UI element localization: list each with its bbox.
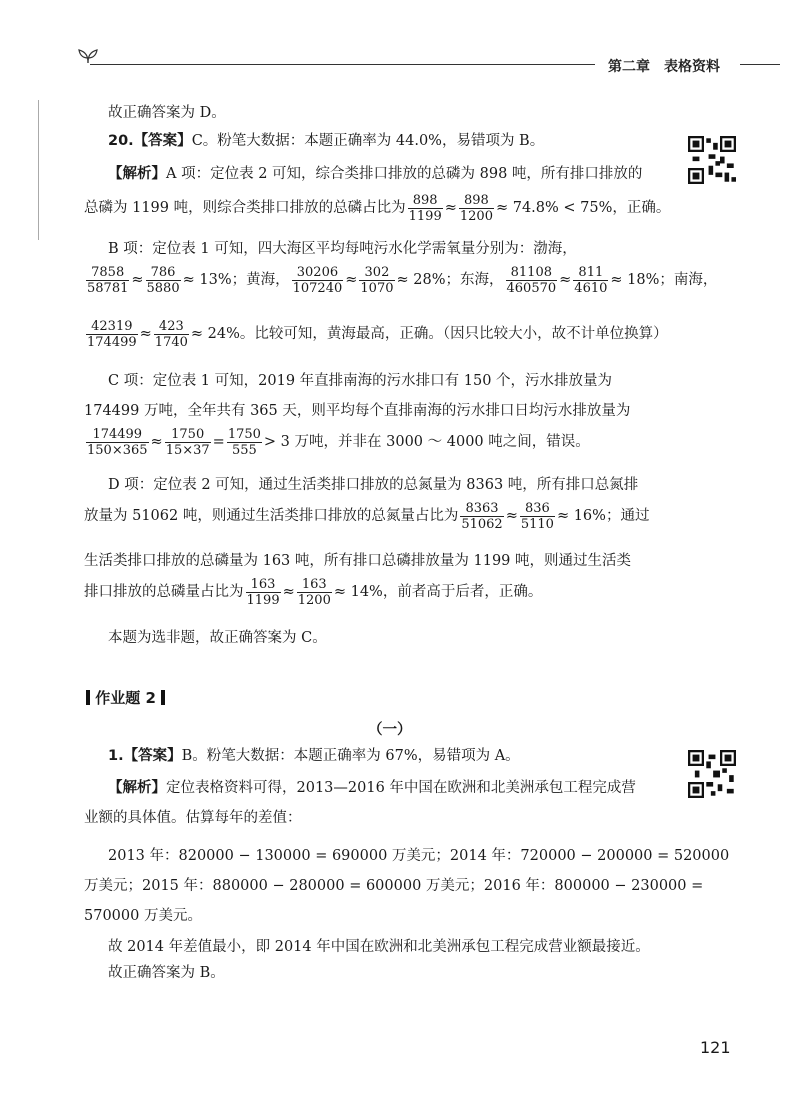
- denominator: 555: [231, 442, 257, 458]
- denominator: 5110: [520, 516, 554, 532]
- numerator: 1750: [227, 426, 261, 442]
- fraction: [459, 193, 494, 224]
- numerator: 811: [573, 265, 608, 281]
- qr-code-icon: [688, 136, 736, 184]
- fraction: [146, 265, 181, 296]
- text-span: ≈ 13%；黄海，: [182, 272, 290, 288]
- section-title: （一）: [368, 722, 412, 738]
- fraction: [520, 501, 555, 532]
- text-line: [84, 576, 542, 608]
- denominator: 1200: [459, 208, 493, 224]
- leaf-icon: [76, 46, 100, 64]
- analysis-label: 【解析】: [108, 780, 166, 796]
- homework-heading: [86, 688, 165, 708]
- text-line: [84, 426, 590, 458]
- answer-line-20: [108, 131, 544, 151]
- fraction: [359, 265, 394, 296]
- text-span: ≈ 28%；东海，: [396, 272, 504, 288]
- numerator: 163: [246, 577, 281, 593]
- text-span: 总磷为 1199 吨，则综合类排口排放的总磷占比为: [84, 200, 406, 216]
- denominator: 1740: [154, 334, 188, 350]
- fraction: [154, 319, 189, 350]
- header-rule: [90, 64, 595, 65]
- text-line: 2013 年：820000 − 130000 = 690000 万美元；2014 年：720000 − 200000 = 520000: [108, 848, 730, 864]
- text-line: 故正确答案为 B。: [108, 965, 225, 981]
- answer-label: 1.【答案】: [108, 748, 182, 764]
- numerator: 302: [359, 265, 394, 281]
- answer-text: B。粉笔大数据：本题正确率为 67%，易错项为 A。: [181, 748, 520, 764]
- text-line: 故 2014 年差值最小，即 2014 年中国在欧洲和北美洲承包工程完成营业额最接近。: [108, 939, 650, 955]
- fraction: [292, 265, 344, 296]
- fraction: [297, 577, 332, 608]
- text-span: ≈: [150, 434, 163, 450]
- text-line: B 项：定位表 1 可知，四大海区平均每吨污水化学需氧量分别为：渤海，: [108, 241, 577, 257]
- fraction: [408, 193, 443, 224]
- text-line: C 项：定位表 1 可知，2019 年直排南海的污水排口有 150 个，污水排放量为: [108, 373, 613, 389]
- text-span: ≈: [139, 326, 152, 342]
- denominator: 1199: [246, 592, 280, 608]
- chapter-title: 第二章 表格资料: [608, 59, 720, 75]
- numerator: 30206: [292, 265, 344, 281]
- page-number: 121: [700, 1038, 731, 1057]
- denominator: 51062: [461, 516, 503, 532]
- heading-bar-left: [86, 690, 90, 705]
- fraction: [86, 265, 129, 296]
- numerator: 898: [459, 193, 494, 209]
- text-span: 排口排放的总磷量占比为: [84, 584, 244, 600]
- fraction: [506, 265, 558, 296]
- numerator: 163: [297, 577, 332, 593]
- text-line: 业额的具体值。估算每年的差值：: [84, 810, 302, 826]
- analysis-label: 【解析】: [108, 166, 166, 182]
- text-span: ≈ 18%；南海，: [610, 272, 718, 288]
- text-span: ≈ 14%，前者高于后者，正确。: [333, 584, 543, 600]
- analysis-line: [108, 778, 636, 798]
- text-line: 生活类排口排放的总磷量为 163 吨，所有排口总磷排放量为 1199 吨，则通过生活类: [84, 553, 632, 569]
- denominator: 5880: [146, 280, 180, 296]
- text-span: ≈: [345, 272, 358, 288]
- denominator: 15×37: [165, 442, 210, 458]
- text-line: [84, 192, 670, 224]
- text-line: 万美元；2015 年：880000 − 280000 = 600000 万美元；2016 年：800000 − 230000 =: [84, 878, 704, 894]
- fraction: [86, 427, 149, 458]
- analysis-text: A 项：定位表 2 可知，综合类排口排放的总磷为 898 吨，所有排口排放的: [166, 166, 643, 182]
- fraction: [246, 577, 281, 608]
- answer-line-1: [108, 746, 520, 766]
- denominator: 4610: [574, 280, 608, 296]
- fraction: [573, 265, 608, 296]
- fraction: [165, 427, 211, 458]
- numerator: 81108: [506, 265, 558, 281]
- text-line: [84, 500, 649, 532]
- numerator: 42319: [86, 319, 138, 335]
- fraction: [227, 427, 262, 458]
- numerator: 898: [408, 193, 443, 209]
- denominator: 460570: [506, 280, 557, 296]
- text-span: ≈ 74.8% < 75%，正确。: [495, 200, 671, 216]
- numerator: 7858: [86, 265, 129, 281]
- denominator: 107240: [292, 280, 343, 296]
- text-span: ≈: [131, 272, 144, 288]
- text-span: ≈ 24%。比较可知，黄海最高，正确。（因只比较大小，故不计单位换算）: [190, 326, 668, 342]
- numerator: 836: [520, 501, 555, 517]
- fraction: [86, 319, 138, 350]
- homework-title: 作业题 2: [95, 689, 156, 707]
- answer-label: 20.【答案】: [108, 133, 192, 149]
- text-span: ≈: [282, 584, 295, 600]
- analysis-line: [108, 164, 642, 184]
- qr-code-icon: [688, 750, 736, 798]
- text-span: ≈: [444, 200, 457, 216]
- text-span: ≈ 16%；通过: [556, 508, 650, 524]
- text-span: ≈: [559, 272, 572, 288]
- numerator: 423: [154, 319, 189, 335]
- denominator: 58781: [87, 280, 129, 296]
- denominator: 150×365: [87, 442, 148, 458]
- denominator: 1200: [297, 592, 331, 608]
- text-line: 本题为选非题，故正确答案为 C。: [108, 630, 327, 646]
- numerator: 1750: [165, 427, 211, 443]
- numerator: 8363: [460, 501, 503, 517]
- heading-bar-right: [161, 690, 165, 705]
- denominator: 1199: [408, 208, 442, 224]
- text-line: D 项：定位表 2 可知，通过生活类排口排放的总氮量为 8363 吨，所有排口总氮排: [108, 477, 639, 493]
- text-span: =: [212, 434, 225, 450]
- answer-text: C。粉笔大数据：本题正确率为 44.0%，易错项为 B。: [191, 133, 545, 149]
- text-line: 故正确答案为 D。: [108, 105, 226, 121]
- fraction: [460, 501, 503, 532]
- text-span: ≈: [505, 508, 518, 524]
- text-line: [84, 264, 717, 296]
- margin-mark: [38, 100, 39, 240]
- text-line: [84, 318, 668, 350]
- header-rule-right: [740, 64, 780, 65]
- text-span: > 3 万吨，并非在 3000 ～ 4000 吨之间，错误。: [263, 434, 590, 450]
- numerator: 174499: [86, 427, 149, 443]
- analysis-text: 定位表格资料可得，2013—2016 年中国在欧洲和北美洲承包工程完成营: [166, 780, 636, 796]
- text-line: 174499 万吨，全年共有 365 天，则平均每个直排南海的污水排口日均污水排放量为: [84, 403, 631, 419]
- denominator: 174499: [87, 334, 137, 350]
- numerator: 786: [146, 265, 181, 281]
- text-span: 放量为 51062 吨，则通过生活类排口排放的总氮量占比为: [84, 508, 459, 524]
- text-line: 570000 万美元。: [84, 908, 202, 924]
- denominator: 1070: [360, 280, 394, 296]
